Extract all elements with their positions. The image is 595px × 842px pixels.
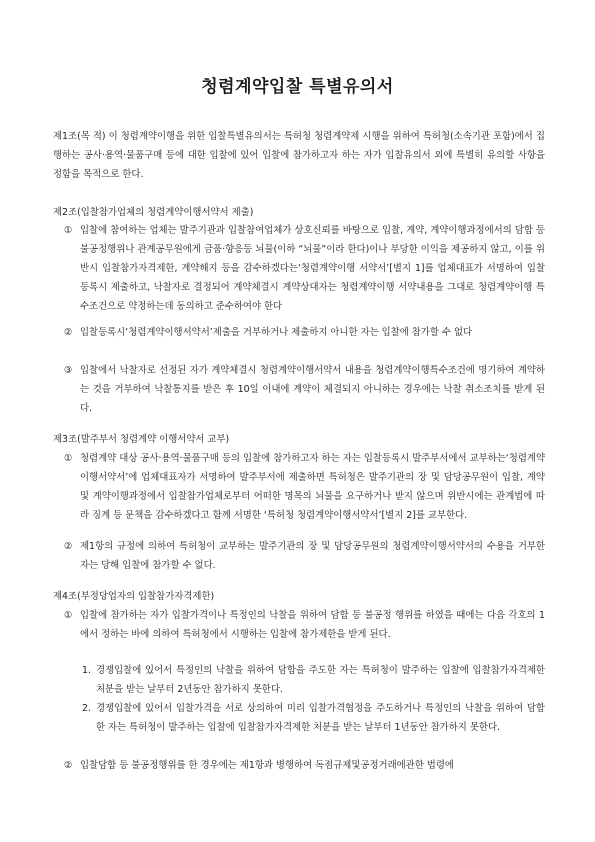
article-4-item-2 (64, 756, 545, 775)
article-4-subitem-1 (82, 661, 545, 699)
item-marker: ③ (64, 365, 73, 376)
article-2-heading: 제2조(입찰참가업체의 청렴계약이행서약서 제출) (53, 207, 254, 218)
article-1-text: 이 청렴계약이행을 위한 입찰특별유의서는 특허청 청렴계약제 시행을 위하여 특허청(소속기관 포함)에서 집행하는 공사·용역·물품구매 등에 대한 입찰에 있어 입찰에 참가하고자 하는 자가 입찰유의서 외에 특별히 유의할 사항을 정함을 목적으로 한다. (53, 131, 545, 180)
article-4-heading: 제4조(부정당업자의 입찰참가자격제한) (53, 591, 215, 602)
item-marker: ② (64, 541, 73, 552)
item-marker: ① (64, 225, 73, 236)
article-3-item-2 (64, 537, 545, 575)
article-3-heading: 제3조(발주부서 청렴계약 이행서약서 교부) (53, 434, 230, 445)
item-marker: ② (64, 327, 73, 338)
article-1-heading: 제1조(목 적) (53, 131, 106, 142)
item-text: 입찰에 참여하는 업체는 발주기관과 입찰참여업체가 상호신뢰를 바탕으로 입찰, 계약, 계약이행과정에서의 담합 등 불공정행위나 관계공무원에게 금품·향응등 뇌물(이하 “뇌물”이라 한다)이나 부당한 이익을 제공하지 않고, 이를 위반시 입찰참가자격제한, 계약해지 등을 감수하겠다는‘청렴계약이행 서약서’[별지 1]를 업체대표가 서명하여 입찰등록시 제출하고, 낙찰자로 결정되어 계약체결시 계약상대자는 청렴계약이행 서약내용을 그대로 청렴계약이행 특수조건으로 약정하는데 동의하고 준수하여야 한다 (80, 225, 545, 312)
item-text: 청렴계약 대상 공사·용역·물품구매 등의 입찰에 참가하고자 하는 자는 입찰등록시 발주부서에서 교부하는‘청렴계약이행서약서’에 업체대표자가 서명하여 발주부서에 제출하면 특허청은 발주기관의 장 및 담당공무원이 입찰, 계약 및 계약이행과정에서 입찰참가업체로부터 어떠한 명목의 뇌물을 요구하거나 받지 않으며 위반시에는 관계법에 따라 징계 등 문책을 감수하겠다고 함께 서명한 ‘특허청 청렴계약이행서약서’[별지 2]를 교부한다. (80, 453, 545, 521)
subitem-marker: 2. (82, 703, 91, 714)
article-2-item-2 (64, 323, 545, 342)
item-marker: ① (64, 453, 73, 464)
article-2-item-3 (64, 361, 545, 418)
subitem-marker: 1. (82, 665, 91, 676)
article-4-subitem-2 (82, 699, 545, 737)
item-marker: ② (64, 760, 73, 771)
item-marker: ① (64, 610, 73, 621)
article-4-item-1 (64, 606, 545, 644)
document-title: 청렴계약입찰 특별유의서 (201, 77, 394, 97)
article-2-item-1 (64, 221, 545, 316)
item-text: 입찰에 참가하는 자가 입찰가격이나 특정인의 낙찰을 위하여 담합 등 불공정 행위를 하였을 때에는 다음 각호의 1에서 정하는 바에 의하여 특허청에서 시행하는 입찰에 참가제한을 받게 된다. (80, 610, 545, 640)
subitem-text: 경쟁입찰에 있어서 입찰가격을 서로 상의하여 미리 입찰가격협정을 주도하거나 특정인의 낙찰을 위하여 담합한 자는 특허청이 발주하는 입찰에 입찰참가자격제한 처분을 받는 날부터 1년동안 참가하지 못한다. (96, 703, 545, 733)
subitem-text: 경쟁입찰에 있어서 특정인의 낙찰을 위하여 담합을 주도한 자는 특허청이 발주하는 입찰에 입찰참가자격제한 처분을 받는 날부터 2년동안 참가하지 못한다. (96, 665, 545, 695)
article-3-item-1 (64, 449, 545, 525)
item-text: 입찰담합 등 불공정행위를 한 경우에는 제1항과 병행하여 독점규제및공정거래에관한 법령에 (80, 760, 454, 771)
article-1 (53, 127, 545, 184)
item-text: 제1항의 규정에 의하여 특허청이 교부하는 발주기관의 장 및 담당공무원의 청렴계약이행서약서의 수용을 거부한 자는 당해 입찰에 참가할 수 없다. (80, 541, 545, 571)
item-text: 입찰에서 낙찰자로 선정된 자가 계약체결시 청렴계약이행서약서 내용을 청렴계약이행특수조건에 명기하여 계약하는 것을 거부하여 낙찰통지를 받은 후 10일 이내에 계약이 체결되지 아니하는 경우에는 낙찰 취소조치를 받게 된다. (80, 365, 545, 414)
item-text: 입찰등록시‘청렴계약이행서약서’제출을 거부하거나 제출하지 아니한 자는 입찰에 참가할 수 없다 (80, 327, 473, 338)
